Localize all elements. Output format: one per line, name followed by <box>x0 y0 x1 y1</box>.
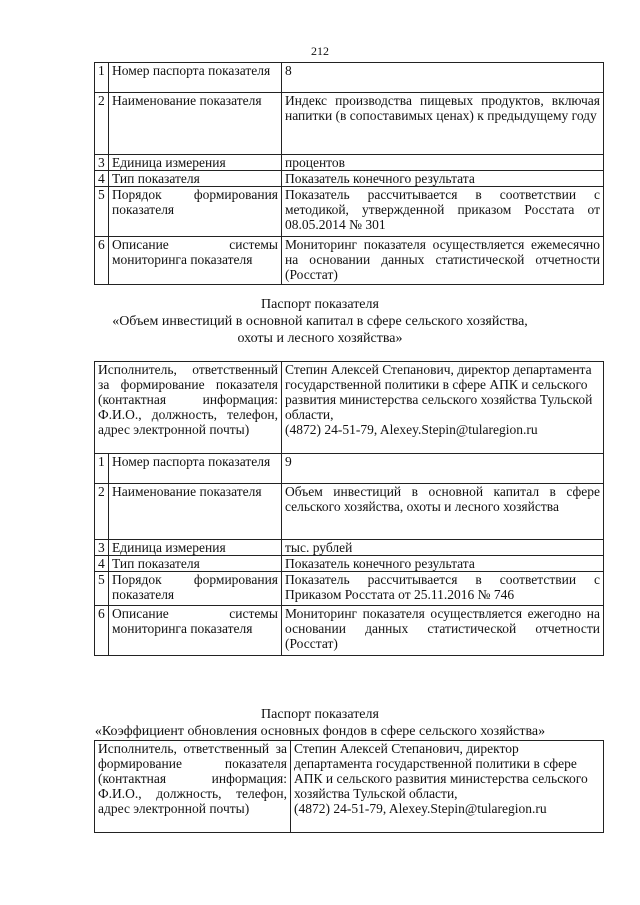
row-label: Тип показателя <box>109 556 282 572</box>
passport-heading-10 <box>0 706 640 740</box>
row-label: Порядок формирования показателя <box>109 187 282 237</box>
row-label: Наименование показателя <box>109 484 282 540</box>
row-value: тыс. рублей <box>282 540 604 556</box>
executor-cell <box>282 362 604 454</box>
heading-name-line: «Объем инвестиций в основной капитал в сфере сельского хозяйства, <box>112 314 528 329</box>
row-label: Номер паспорта показателя <box>109 454 282 484</box>
row-number: 2 <box>95 93 109 155</box>
row-number: 4 <box>95 171 109 187</box>
heading-title: Паспорт показателя <box>261 297 379 312</box>
page-number: 212 <box>311 44 329 58</box>
passport-table-9 <box>94 361 604 656</box>
table-row <box>95 454 604 484</box>
table-row <box>95 155 604 171</box>
executor-cell <box>291 741 604 833</box>
passport-table-8 <box>94 62 604 285</box>
table-row <box>95 187 604 237</box>
executor-value: Степин Алексей Степанович, директор департамента государственной политики в сфере АПК и сельского развития министерства сельского хозяйства Тульской области, <box>285 362 593 422</box>
row-number: 5 <box>95 187 109 237</box>
table-row <box>95 484 604 540</box>
row-value: Объем инвестиций в основной капитал в сфере сельского хозяйства, охоты и лесного хозяйства <box>282 484 604 540</box>
row-value: 8 <box>282 63 604 93</box>
passport-table-10 <box>94 740 604 833</box>
table-row <box>95 237 604 285</box>
heading-title: Паспорт показателя <box>261 707 379 722</box>
row-label: Единица измерения <box>109 155 282 171</box>
executor-value: Степин Алексей Степанович, директор департамента государственной политики в сфере АПК и сельского развития министерства сельского хозяйства Тульской области, <box>294 741 588 801</box>
row-value: Показатель рассчитывается в соответствии с методикой, утвержденной приказом Росстата от 08.05.2014 № 301 <box>282 187 604 237</box>
row-value: Показатель конечного результата <box>282 556 604 572</box>
row-number: 6 <box>95 237 109 285</box>
heading-name-line: «Коэффициент обновления основных фондов в сфере сельского хозяйства» <box>94 724 546 739</box>
table-row <box>95 556 604 572</box>
executor-contact: (4872) 24-51-79, Alexey.Stepin@tularegion.ru <box>294 801 547 816</box>
row-label: Тип показателя <box>109 171 282 187</box>
passport-heading-9 <box>0 296 640 347</box>
row-label: Наименование показателя <box>109 93 282 155</box>
row-value: Индекс производства пищевых продуктов, включая напитки (в сопоставимых ценах) к предыдущему году <box>282 93 604 155</box>
executor-contact: (4872) 24-51-79, Alexey.Stepin@tularegion.ru <box>285 422 538 437</box>
row-value: 9 <box>282 454 604 484</box>
row-value: Показатель конечного результата <box>282 171 604 187</box>
row-number: 1 <box>95 63 109 93</box>
executor-row <box>95 741 604 833</box>
table-row <box>95 63 604 93</box>
table-row <box>95 93 604 155</box>
row-number: 6 <box>95 606 109 656</box>
table-row <box>95 540 604 556</box>
row-number: 3 <box>95 540 109 556</box>
row-label: Порядок формирования показателя <box>109 572 282 606</box>
executor-label: Исполнитель, ответственный за формирование показателя (контактная информация: Ф.И.О., должность, телефон, адрес электронной почты) <box>95 362 282 454</box>
table-row <box>95 606 604 656</box>
row-number: 2 <box>95 484 109 540</box>
executor-label: Исполнитель, ответственный за формирование показателя (контактная информация: Ф.И.О., должность, телефон, адрес электронной почты) <box>95 741 291 833</box>
executor-row <box>95 362 604 454</box>
row-number: 5 <box>95 572 109 606</box>
table-row <box>95 572 604 606</box>
row-value: процентов <box>282 155 604 171</box>
row-value: Мониторинг показателя осуществляется ежемесячно на основании данных статистической отчетности (Росстат) <box>282 237 604 285</box>
row-label: Описание системы мониторинга показателя <box>109 237 282 285</box>
row-value: Мониторинг показателя осуществляется ежегодно на основании данных статистической отчетности (Росстат) <box>282 606 604 656</box>
row-number: 3 <box>95 155 109 171</box>
table-row <box>95 171 604 187</box>
row-number: 1 <box>95 454 109 484</box>
row-label: Описание системы мониторинга показателя <box>109 606 282 656</box>
row-label: Единица измерения <box>109 540 282 556</box>
row-label: Номер паспорта показателя <box>109 63 282 93</box>
row-number: 4 <box>95 556 109 572</box>
heading-name-line: охоты и лесного хозяйства» <box>237 331 403 346</box>
row-value: Показатель рассчитывается в соответствии с Приказом Росстата от 25.11.2016 № 746 <box>282 572 604 606</box>
